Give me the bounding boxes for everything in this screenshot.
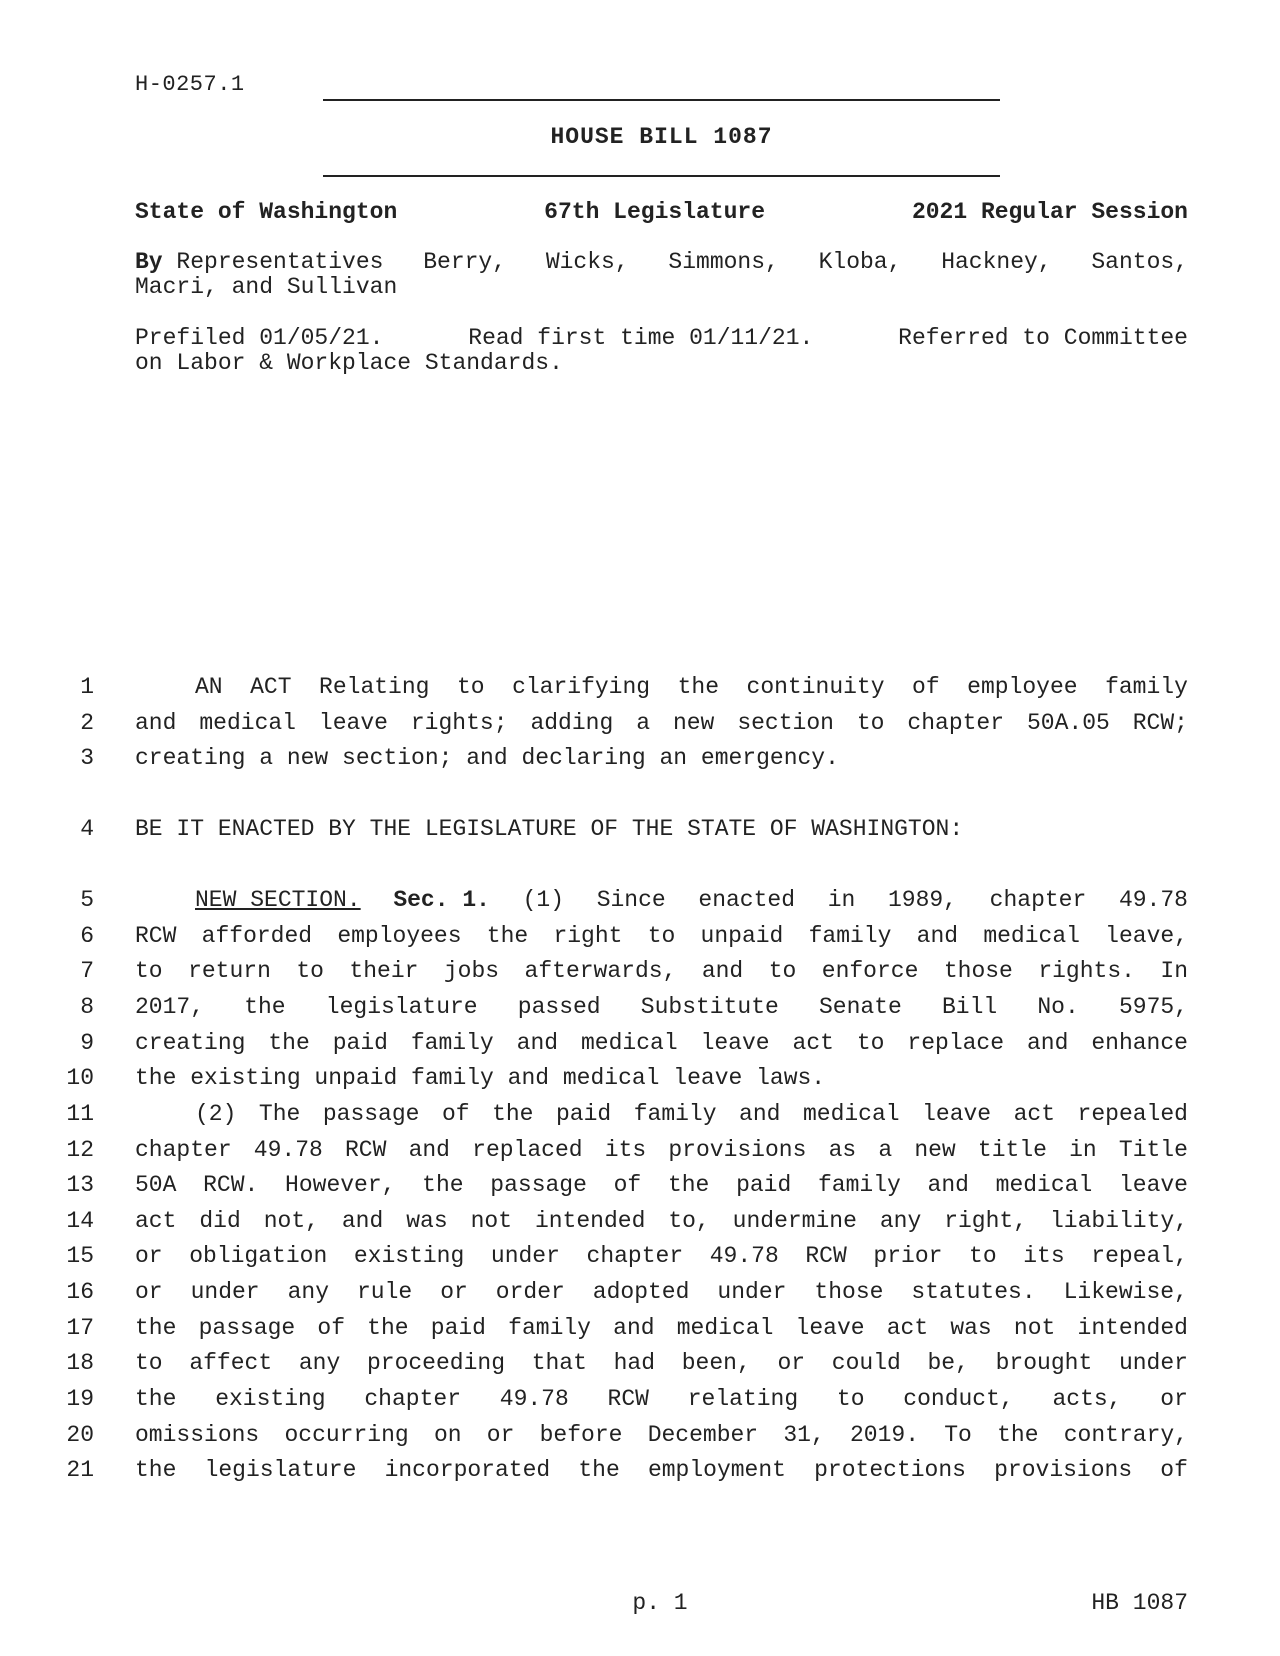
line-word: to	[768, 958, 797, 984]
line-word: legislature	[204, 1457, 357, 1483]
line-text	[135, 814, 1188, 844]
line-number: 11	[66, 1101, 94, 1127]
line-word: medical	[581, 1030, 678, 1056]
line-word: passage	[490, 1172, 587, 1198]
line-word: was	[950, 1315, 992, 1341]
line-word: leave	[700, 1030, 770, 1056]
page-number: p. 1	[632, 1590, 688, 1616]
line-word: creating a new section; and declaring an emergency.	[135, 745, 839, 771]
line-word: of	[317, 1315, 345, 1341]
line-word: new	[914, 1137, 956, 1163]
line-word: repealed	[1077, 1101, 1188, 1127]
line-word: the	[578, 1457, 620, 1483]
line-word: jobs	[443, 958, 500, 984]
line-word: Since	[596, 887, 666, 913]
bill-line	[50, 921, 1188, 951]
line-word: 50A	[135, 1172, 177, 1198]
line-word: act	[135, 1208, 177, 1234]
line-word: chapter	[364, 1386, 461, 1412]
line-word: to	[296, 958, 324, 984]
line-word: affect	[189, 1350, 273, 1376]
bill-history	[135, 326, 1188, 376]
bill-line	[50, 1063, 1188, 1093]
line-word: rights.	[1038, 958, 1135, 984]
line-word: not,	[263, 1208, 319, 1234]
line-text	[135, 1384, 1188, 1414]
line-word: passed	[517, 994, 601, 1020]
line-text	[135, 1277, 1188, 1307]
line-text	[135, 1135, 1188, 1165]
line-word: statutes.	[911, 1279, 1036, 1305]
line-word: under	[717, 1279, 787, 1305]
line-word: (2)	[195, 1101, 237, 1127]
line-text	[135, 1206, 1188, 1236]
line-word: could	[831, 1350, 901, 1376]
bill-line	[50, 1135, 1188, 1165]
line-word: the	[244, 994, 286, 1020]
line-word: replace	[907, 1030, 1005, 1056]
line-word: before	[539, 1422, 623, 1448]
line-word: the	[677, 674, 720, 700]
line-word: was	[406, 1208, 448, 1234]
line-word: December	[647, 1422, 759, 1448]
line-word: and	[927, 1172, 969, 1198]
line-number: 18	[66, 1350, 94, 1376]
line-word: did	[199, 1208, 241, 1234]
history-first-read: Read first time 01/11/21.	[468, 325, 814, 351]
line-text	[135, 1170, 1188, 1200]
line-number: 19	[66, 1386, 94, 1412]
line-word: family	[1105, 674, 1188, 700]
line-word: or	[1160, 1386, 1188, 1412]
line-word: obligation	[189, 1243, 328, 1269]
line-text	[135, 1028, 1188, 1058]
line-word: leave	[318, 710, 388, 736]
line-word: to	[969, 1243, 997, 1269]
line-word: right,	[944, 1208, 1028, 1234]
line-word: contrary,	[1063, 1422, 1188, 1448]
line-word: section	[737, 710, 834, 736]
line-word: passage	[198, 1315, 296, 1341]
line-word: In	[1160, 958, 1188, 984]
line-number: 3	[80, 745, 94, 771]
line-word: medical	[676, 1315, 774, 1341]
line-number: 10	[66, 1065, 94, 1091]
line-word: Bill	[941, 994, 998, 1020]
line-word: Senate	[818, 994, 902, 1020]
line-word: those	[814, 1279, 884, 1305]
line-word: AN	[195, 674, 223, 700]
line-word: Title	[1118, 1137, 1188, 1163]
title-rule-top	[323, 99, 1000, 101]
line-word: rule	[357, 1279, 413, 1305]
line-word: legislature	[325, 994, 478, 1020]
line-word: enhance	[1091, 1030, 1188, 1056]
state-name: State of Washington	[135, 199, 398, 225]
line-word: undermine	[732, 1208, 857, 1234]
line-word: 49.78	[499, 1386, 569, 1412]
line-word: replaced	[472, 1137, 583, 1163]
section-number: Sec. 1.	[393, 887, 490, 913]
line-word: right	[553, 923, 623, 949]
history-line-2: on Labor & Workplace Standards.	[135, 350, 563, 376]
line-number: 7	[80, 958, 94, 984]
line-word: or	[777, 1350, 806, 1376]
line-word: liability,	[1049, 1208, 1188, 1234]
line-number: 15	[66, 1243, 94, 1269]
bill-line	[50, 1455, 1188, 1485]
line-word: their	[349, 958, 419, 984]
legislature-name: 67th Legislature	[544, 199, 766, 225]
line-word: To	[944, 1422, 972, 1448]
line-word: or	[486, 1422, 515, 1448]
line-word: its	[1023, 1243, 1065, 1269]
line-text	[135, 708, 1188, 738]
line-word: occurring	[284, 1422, 409, 1448]
line-text	[135, 672, 1188, 702]
line-word: and	[701, 958, 744, 984]
line-word: the	[422, 1172, 464, 1198]
line-number: 8	[80, 994, 94, 1020]
line-text	[135, 1455, 1188, 1485]
line-word: of	[613, 1172, 642, 1198]
line-word: not	[470, 1208, 513, 1234]
line-word: to,	[668, 1208, 710, 1234]
bill-line	[50, 1099, 1188, 1129]
line-word: Likewise,	[1063, 1279, 1188, 1305]
line-word: to	[856, 1030, 885, 1056]
line-word: creating	[135, 1030, 246, 1056]
line-number: 13	[66, 1172, 94, 1198]
bill-line	[50, 1384, 1188, 1414]
bill-line	[50, 1348, 1188, 1378]
line-word: the	[997, 1422, 1039, 1448]
bill-title: HOUSE BILL 1087	[550, 124, 773, 150]
bill-line	[50, 1028, 1188, 1058]
line-word: continuity	[746, 674, 885, 700]
sponsor-word: Wicks,	[545, 249, 629, 275]
line-text	[135, 1241, 1188, 1271]
line-text	[135, 992, 1188, 1022]
line-word: provisions	[668, 1137, 807, 1163]
line-word: 5975,	[1118, 994, 1188, 1020]
line-word: paid	[332, 1030, 388, 1056]
line-word: chapter	[989, 887, 1087, 913]
line-word: that	[531, 1350, 587, 1376]
session-row	[135, 199, 1188, 225]
history-line-1	[135, 326, 1188, 351]
line-word: of	[441, 1101, 470, 1127]
line-word: act	[886, 1315, 929, 1341]
line-word: However,	[285, 1172, 396, 1198]
line-word: to	[135, 1350, 163, 1376]
line-word: RCW	[805, 1243, 847, 1269]
line-text	[135, 1313, 1188, 1343]
line-word: No.	[1037, 994, 1079, 1020]
line-word: RCW	[344, 1137, 387, 1163]
line-word: rights;	[410, 710, 508, 736]
bill-line	[50, 814, 1188, 844]
line-word: family	[817, 1172, 901, 1198]
line-word: employee	[967, 674, 1078, 700]
line-word: family	[808, 923, 892, 949]
line-word: or	[135, 1279, 163, 1305]
line-word: leave	[922, 1101, 992, 1127]
line-word: those	[943, 958, 1013, 984]
line-word: the existing unpaid family and medical leave laws.	[135, 1065, 826, 1091]
line-word: of	[912, 674, 940, 700]
line-word: under	[1118, 1350, 1188, 1376]
line-word: ACT	[250, 674, 292, 700]
line-word: a	[636, 710, 651, 736]
line-word: BE IT ENACTED BY THE LEGISLATURE OF THE STATE OF WASHINGTON:	[135, 816, 964, 842]
line-word: leave,	[1105, 923, 1188, 949]
line-word: or	[135, 1243, 163, 1269]
line-word: prior	[873, 1243, 943, 1269]
line-word: in	[1069, 1137, 1097, 1163]
line-word: to	[856, 710, 885, 736]
line-word: 50A.05	[1026, 710, 1110, 736]
line-word: under	[190, 1279, 260, 1305]
line-word: provisions	[994, 1457, 1133, 1483]
session-name: 2021 Regular Session	[911, 199, 1188, 225]
line-word: to	[647, 923, 676, 949]
line-word: a	[878, 1137, 893, 1163]
line-word: its	[604, 1137, 647, 1163]
line-number: 14	[66, 1208, 94, 1234]
sponsor-word: Simmons,	[668, 249, 779, 275]
line-word: existing	[353, 1243, 465, 1269]
line-word: and	[341, 1208, 384, 1234]
line-word: any	[879, 1208, 922, 1234]
line-word: 2019.	[850, 1422, 920, 1448]
line-word: Substitute	[640, 994, 779, 1020]
bill-line	[50, 1277, 1188, 1307]
line-word: RCW	[607, 1386, 649, 1412]
line-word: family	[508, 1315, 591, 1341]
line-word: chapter	[907, 710, 1005, 736]
sponsor-word: Hackney,	[941, 249, 1052, 275]
line-word: the	[367, 1315, 409, 1341]
line-text	[135, 885, 1188, 915]
line-word: not	[1013, 1315, 1056, 1341]
line-word: and	[739, 1101, 781, 1127]
line-word: title	[977, 1137, 1047, 1163]
bill-line	[50, 708, 1188, 738]
sponsor-word: Berry,	[423, 249, 507, 275]
sponsor-word: Santos,	[1091, 249, 1188, 275]
line-word: intended	[534, 1208, 646, 1234]
line-word: RCW.	[203, 1172, 259, 1198]
line-word: to	[836, 1386, 865, 1412]
line-number: 17	[66, 1315, 94, 1341]
line-word: chapter	[135, 1137, 232, 1163]
line-word: to	[135, 958, 163, 984]
title-rule-bottom	[323, 175, 1000, 177]
line-word: to	[456, 674, 485, 700]
line-word: paid	[736, 1172, 792, 1198]
line-word: incorporated	[384, 1457, 551, 1483]
line-word: chapter	[586, 1243, 684, 1269]
line-text	[135, 1063, 1188, 1093]
line-text	[135, 956, 1188, 986]
footer-bill-id: HB 1087	[1091, 1590, 1188, 1616]
sponsors-line-1	[135, 250, 1188, 275]
line-word: as	[828, 1137, 857, 1163]
bill-line	[50, 743, 1188, 773]
line-word: employees	[337, 923, 462, 949]
bill-line	[50, 1241, 1188, 1271]
line-word: in	[827, 887, 856, 913]
line-word: adopted	[592, 1279, 690, 1305]
line-word: and	[135, 710, 177, 736]
line-word: and	[516, 1030, 559, 1056]
sponsor-word: Kloba,	[818, 249, 902, 275]
bill-line	[50, 956, 1188, 986]
history-referred: Referred to Committee	[898, 325, 1188, 351]
line-word: RCW	[135, 923, 177, 949]
line-word: be,	[927, 1350, 969, 1376]
line-word: RCW;	[1132, 710, 1188, 736]
line-word: enacted	[698, 887, 796, 913]
line-word: the	[135, 1386, 177, 1412]
line-word: conduct,	[903, 1386, 1014, 1412]
line-word: been,	[681, 1350, 751, 1376]
line-word: afterwards,	[524, 958, 677, 984]
line-word: adding	[530, 710, 614, 736]
line-word: 31,	[783, 1422, 825, 1448]
line-word: paid	[430, 1315, 486, 1341]
line-number: 2	[80, 710, 94, 736]
line-word: and	[613, 1315, 655, 1341]
sponsors-by-label: By	[135, 249, 163, 275]
line-number: 12	[66, 1137, 94, 1163]
line-word: medical	[802, 1101, 900, 1127]
line-word: had	[613, 1350, 656, 1376]
line-word: proceeding	[366, 1350, 505, 1376]
line-text	[135, 921, 1188, 951]
line-word: the	[135, 1315, 177, 1341]
bill-line	[50, 992, 1188, 1022]
line-word: or	[440, 1279, 468, 1305]
line-text	[135, 1099, 1188, 1129]
line-word: relating	[687, 1386, 799, 1412]
draft-id: H-0257.1	[135, 72, 245, 97]
line-word: 2017,	[135, 994, 205, 1020]
line-word: act	[1013, 1101, 1056, 1127]
line-word: afforded	[201, 923, 313, 949]
line-number: 20	[66, 1422, 94, 1448]
sponsors	[135, 250, 1188, 300]
line-word: and	[408, 1137, 450, 1163]
history-prefiled: Prefiled 01/05/21.	[135, 325, 384, 351]
line-word: enforce	[821, 958, 919, 984]
line-word: paid	[556, 1101, 612, 1127]
line-word: leave	[1118, 1172, 1188, 1198]
line-word: Relating	[319, 674, 430, 700]
sponsors-lead	[135, 250, 383, 275]
line-word: new	[672, 710, 715, 736]
line-word: any	[287, 1279, 330, 1305]
line-word: act	[792, 1030, 834, 1056]
line-word: intended	[1077, 1315, 1188, 1341]
sponsor-word: Representatives	[162, 249, 384, 275]
bill-line	[50, 1313, 1188, 1343]
line-word: family	[410, 1030, 494, 1056]
line-text	[135, 743, 1188, 773]
line-text	[135, 1348, 1188, 1378]
line-word: the	[667, 1172, 710, 1198]
line-word: repeal,	[1091, 1243, 1188, 1269]
line-word: order	[495, 1279, 565, 1305]
line-word: 1989,	[887, 887, 957, 913]
line-word: clarifying	[512, 674, 651, 700]
line-number: 1	[80, 674, 94, 700]
line-word: unpaid	[700, 923, 784, 949]
line-word: the	[486, 923, 529, 949]
line-number: 5	[80, 887, 94, 913]
line-word: the	[135, 1457, 177, 1483]
line-word: 49.78	[709, 1243, 779, 1269]
line-word: any	[298, 1350, 341, 1376]
line-word: acts,	[1052, 1386, 1122, 1412]
line-word: passage	[322, 1101, 420, 1127]
line-word: (1)	[522, 887, 565, 913]
line-word: family	[633, 1101, 717, 1127]
line-word: the	[492, 1101, 534, 1127]
bill-line	[50, 1170, 1188, 1200]
line-word: and	[916, 923, 959, 949]
line-word: 49.78	[1118, 887, 1188, 913]
line-word: existing	[215, 1386, 326, 1412]
line-word: under	[490, 1243, 560, 1269]
line-number: 6	[80, 923, 94, 949]
line-word: omissions	[135, 1422, 260, 1448]
sponsors-line-2: Macri, and Sullivan	[135, 274, 398, 300]
line-text	[135, 1420, 1188, 1450]
line-word: 49.78	[253, 1137, 323, 1163]
line-word: return	[188, 958, 271, 984]
line-word: on	[433, 1422, 462, 1448]
line-word: of	[1160, 1457, 1188, 1483]
line-word: and	[1026, 1030, 1069, 1056]
line-word: medical	[983, 923, 1080, 949]
line-number: 16	[66, 1279, 94, 1305]
line-word: medical	[199, 710, 296, 736]
line-number: 21	[66, 1457, 94, 1483]
line-word: The	[258, 1101, 301, 1127]
line-word: protections	[814, 1457, 966, 1483]
bill-line	[50, 1206, 1188, 1236]
line-word: leave	[795, 1315, 865, 1341]
line-number: 4	[80, 816, 94, 842]
line-number: 9	[80, 1030, 94, 1056]
bill-line	[50, 1420, 1188, 1450]
bill-line	[50, 885, 1188, 915]
new-section-label: NEW SECTION.	[195, 887, 361, 913]
line-word: the	[268, 1030, 310, 1056]
bill-line	[50, 672, 1188, 702]
line-word: employment	[647, 1457, 786, 1483]
line-word: medical	[995, 1172, 1093, 1198]
line-word: brought	[995, 1350, 1093, 1376]
